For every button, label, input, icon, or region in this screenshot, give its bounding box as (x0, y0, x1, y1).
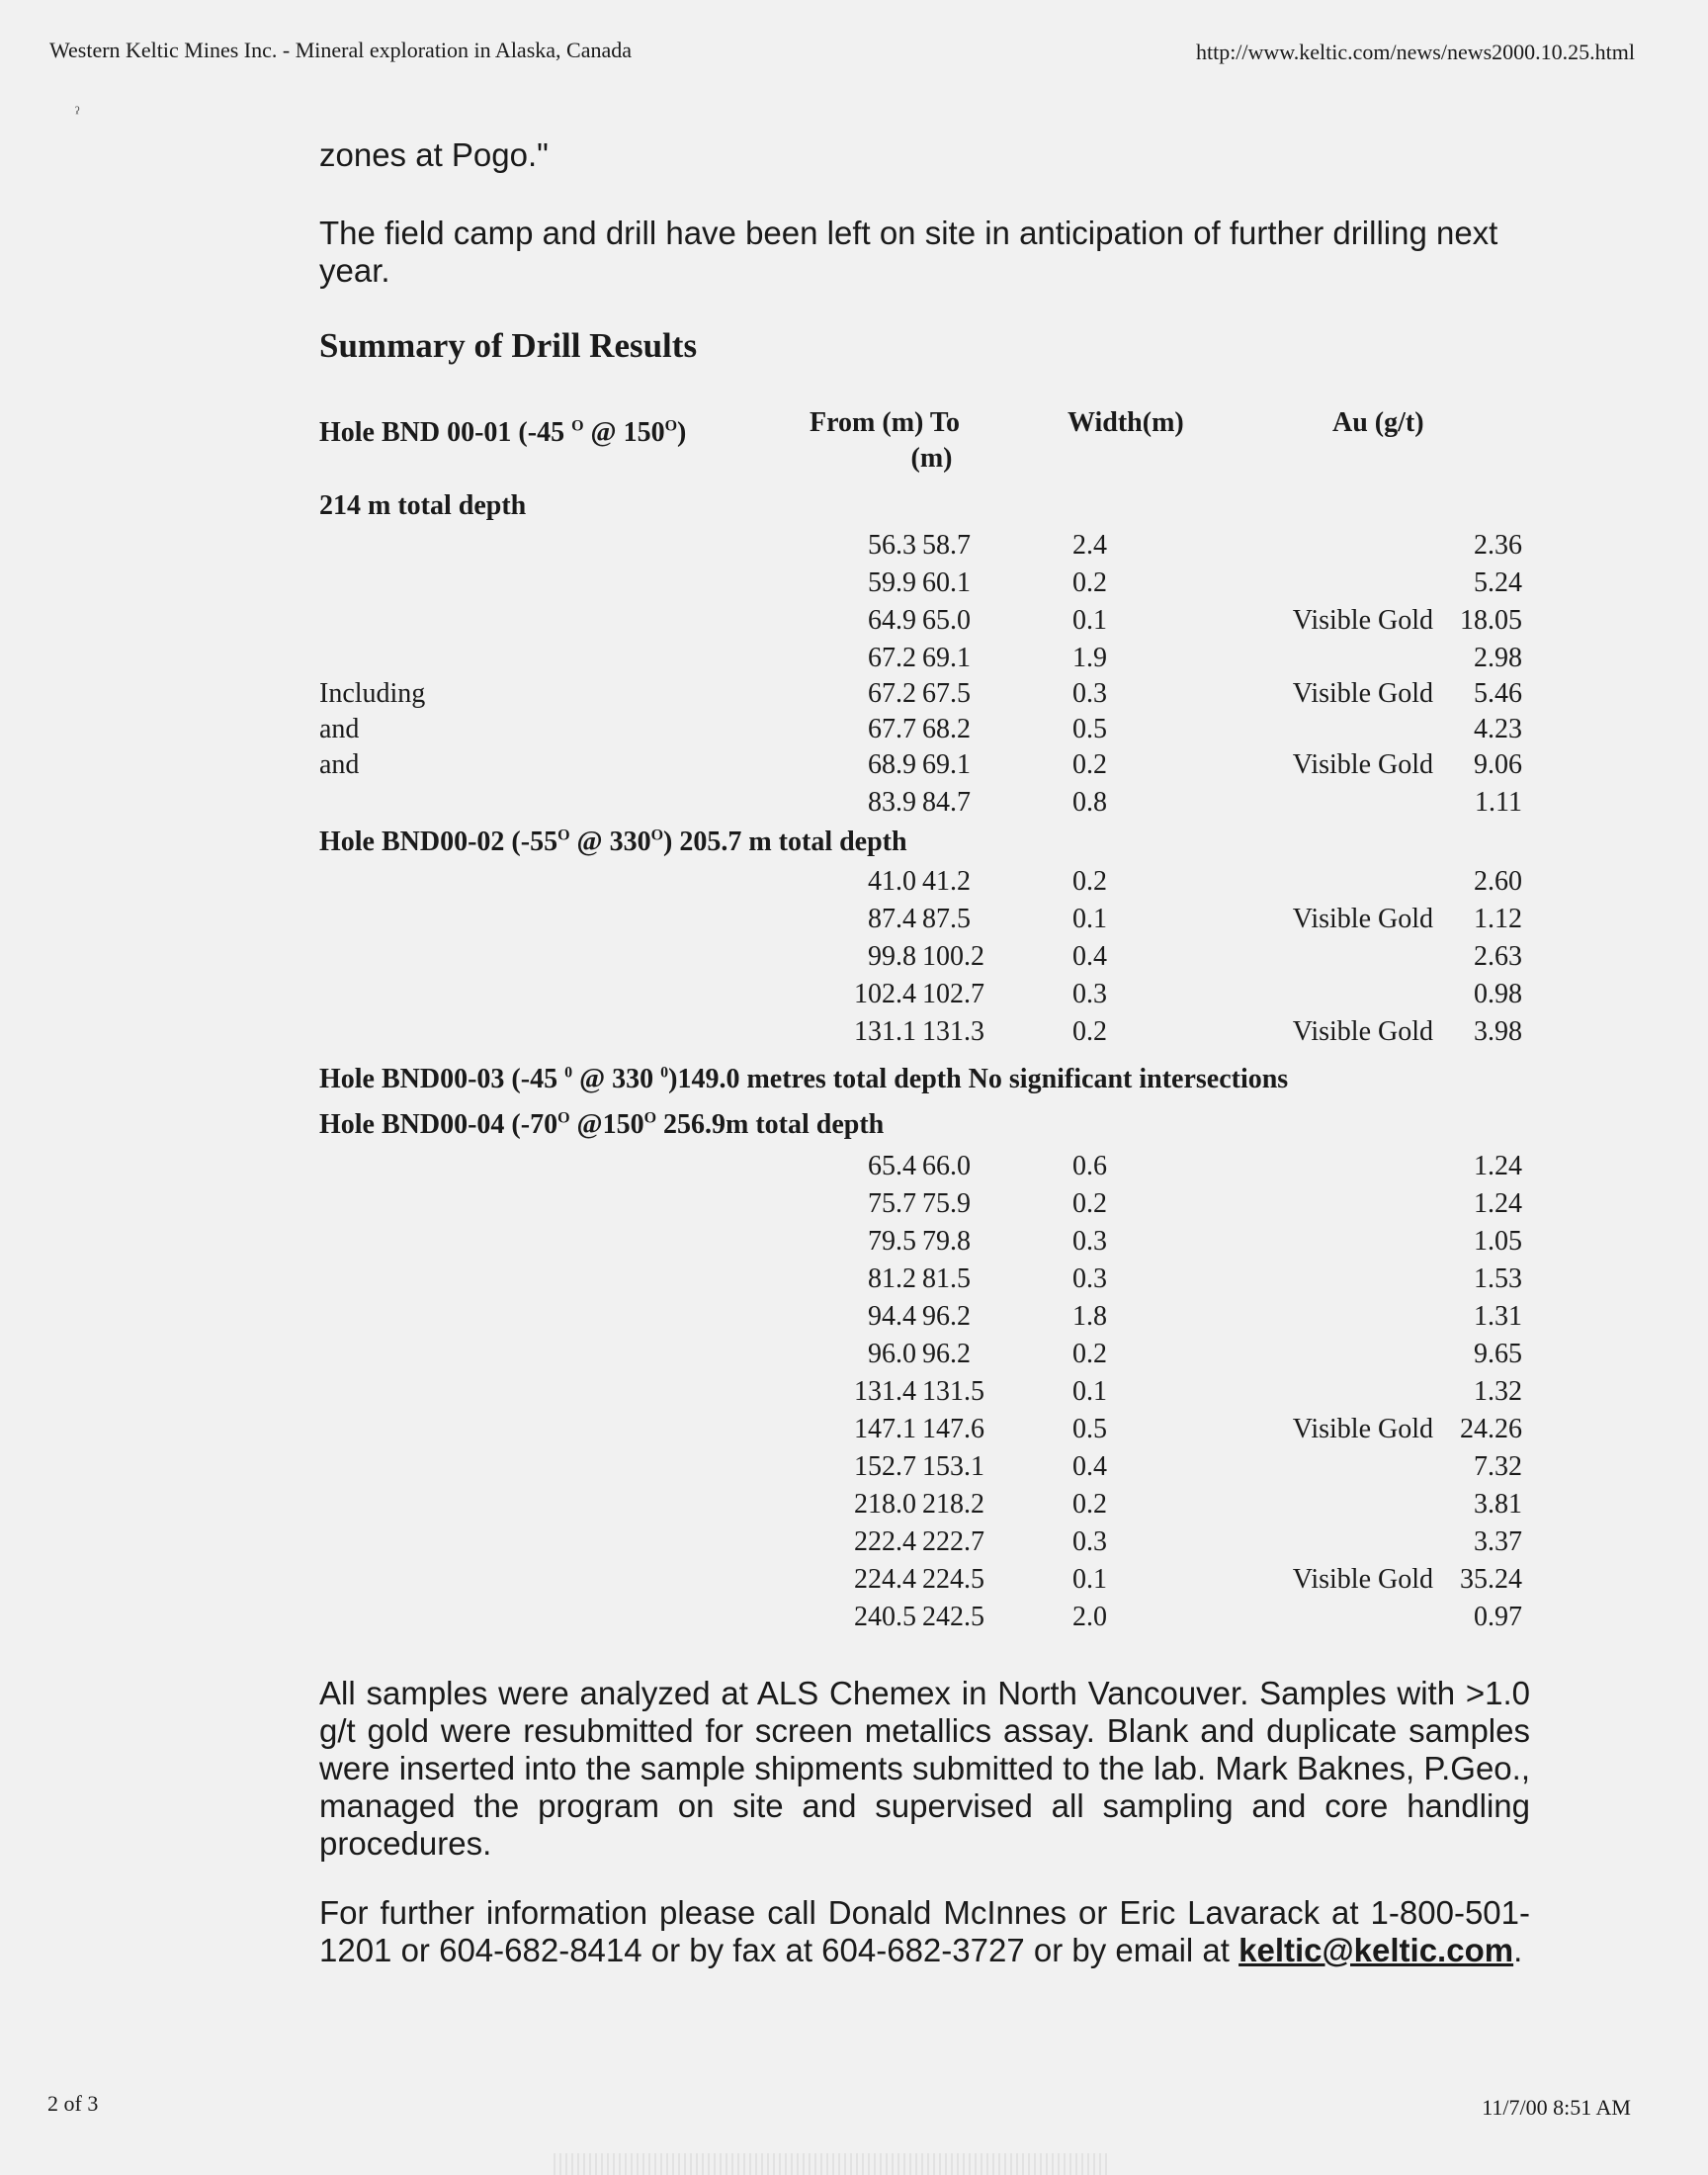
visible-gold-note: Visible Gold (1292, 904, 1433, 934)
au-value: 4.23 (1474, 714, 1522, 744)
column-header-from-to: From (m) To (m) (810, 407, 960, 474)
summary-heading: Summary of Drill Results (319, 326, 698, 365)
row-label: Including (319, 678, 426, 709)
intro-paragraph-2: The field camp and drill have been left on site in anticipation of further drilling next year. (319, 215, 1498, 289)
table-row (0, 866, 1708, 904)
print-timestamp: 11/7/00 8:51 AM (1482, 2095, 1631, 2120)
au-value: 24.26 (1460, 1414, 1522, 1444)
table-row (0, 749, 1708, 787)
hole-1-depth: 214 m total depth (319, 490, 527, 521)
column-header-width: Width(m) (1068, 407, 1184, 438)
column-header-au: Au (g/t) (1332, 407, 1424, 438)
to-value: 131.5 (922, 1376, 984, 1407)
au-value: 9.65 (1474, 1339, 1522, 1369)
au-value: 1.31 (1474, 1301, 1522, 1332)
from-value: 240.5 (854, 1602, 916, 1632)
visible-gold-note: Visible Gold (1292, 749, 1433, 780)
closing-paragraph-1: All samples were analyzed at ALS Chemex in North Vancouver. Samples with >1.0 g/t gold were resubmitted for screen metallics assay. Blank and duplicate samples were inserted into the sample shipments submitted to the lab. Mark Baknes, P.Geo., managed the program on site and supervised all sampling and core handling procedures. (319, 1675, 1530, 1862)
table-row (0, 1376, 1708, 1414)
width-value: 0.1 (1072, 1376, 1107, 1407)
au-value: 5.24 (1474, 567, 1522, 598)
width-value: 0.6 (1072, 1151, 1107, 1181)
au-value: 2.36 (1474, 530, 1522, 561)
from-value: 56.3 (868, 530, 916, 561)
table-row (0, 678, 1708, 716)
au-value: 3.98 (1474, 1016, 1522, 1047)
au-value: 1.32 (1474, 1376, 1522, 1407)
to-value: 79.8 (922, 1226, 971, 1257)
au-value: 2.98 (1474, 643, 1522, 673)
to-value: 96.2 (922, 1339, 971, 1369)
au-value: 1.12 (1474, 904, 1522, 934)
from-value: 67.7 (868, 714, 916, 744)
to-value: 96.2 (922, 1301, 971, 1332)
from-value: 102.4 (854, 979, 916, 1009)
width-value: 2.4 (1072, 530, 1107, 561)
from-value: 75.7 (868, 1188, 916, 1219)
table-row (0, 643, 1708, 680)
scan-mark: ˀ (75, 103, 80, 123)
from-value: 224.4 (854, 1564, 916, 1595)
to-value: 69.1 (922, 749, 971, 780)
au-value: 0.98 (1474, 979, 1522, 1009)
width-value: 0.1 (1072, 605, 1107, 636)
to-value: 153.1 (922, 1451, 984, 1482)
table-row (0, 787, 1708, 825)
table-row (0, 1263, 1708, 1301)
page-number: 2 of 3 (47, 2091, 99, 2116)
table-row (0, 904, 1708, 941)
au-value: 5.46 (1474, 678, 1522, 709)
au-value: 3.81 (1474, 1489, 1522, 1520)
width-value: 0.2 (1072, 1016, 1107, 1047)
width-value: 0.3 (1072, 979, 1107, 1009)
to-value: 224.5 (922, 1564, 984, 1595)
to-value: 69.1 (922, 643, 971, 673)
row-label: and (319, 714, 360, 744)
au-value: 2.63 (1474, 941, 1522, 972)
width-value: 0.2 (1072, 567, 1107, 598)
from-value: 64.9 (868, 605, 916, 636)
au-value: 9.06 (1474, 749, 1522, 780)
table-row (0, 1226, 1708, 1263)
table-row (0, 979, 1708, 1016)
table-row (0, 1151, 1708, 1188)
width-value: 0.2 (1072, 1489, 1107, 1520)
to-value: 41.2 (922, 866, 971, 897)
table-row (0, 1564, 1708, 1602)
width-value: 0.2 (1072, 1339, 1107, 1369)
to-value: 100.2 (922, 941, 984, 972)
table-row (0, 941, 1708, 979)
from-value: 222.4 (854, 1526, 916, 1557)
width-value: 0.3 (1072, 1526, 1107, 1557)
from-value: 65.4 (868, 1151, 916, 1181)
page-header-title: Western Keltic Mines Inc. - Mineral exploration in Alaska, Canada (49, 38, 632, 62)
width-value: 0.4 (1072, 1451, 1107, 1482)
to-value: 67.5 (922, 678, 971, 709)
table-row (0, 1016, 1708, 1054)
to-value: 68.2 (922, 714, 971, 744)
au-value: 1.53 (1474, 1263, 1522, 1294)
width-value: 0.2 (1072, 749, 1107, 780)
hole-4-title: Hole BND00-04 ($-70^O$ $@150^O$ 256.9m total depth (319, 1109, 885, 1140)
to-value: 58.7 (922, 530, 971, 561)
visible-gold-note: Visible Gold (1292, 678, 1433, 709)
table-row (0, 1339, 1708, 1376)
visible-gold-note: Visible Gold (1292, 1016, 1433, 1047)
table-row (0, 605, 1708, 643)
from-value: 83.9 (868, 787, 916, 818)
width-value: 0.2 (1072, 1188, 1107, 1219)
au-value: 7.32 (1474, 1451, 1522, 1482)
table-row (0, 1489, 1708, 1526)
to-value: 75.9 (922, 1188, 971, 1219)
to-value: 102.7 (922, 979, 984, 1009)
to-value: 65.0 (922, 605, 971, 636)
hole-3-title: Hole BND00-03 (-45 $^0$ @ 330 $^0$)149.0 metres total depth No significant intersections (319, 1064, 1289, 1094)
width-value: 0.1 (1072, 904, 1107, 934)
au-value: 18.05 (1460, 605, 1522, 636)
to-value: 131.3 (922, 1016, 984, 1047)
width-value: 0.2 (1072, 866, 1107, 897)
table-row (0, 1451, 1708, 1489)
au-value: 1.24 (1474, 1188, 1522, 1219)
from-value: 79.5 (868, 1226, 916, 1257)
au-value: 3.37 (1474, 1526, 1522, 1557)
table-row (0, 1414, 1708, 1451)
hole-2-title: Hole BND00-02 ($-55^O$ @ $330^O$) 205.7 m total depth (319, 826, 907, 857)
table-row (0, 530, 1708, 567)
width-value: 0.1 (1072, 1564, 1107, 1595)
to-value: 84.7 (922, 787, 971, 818)
to-value: 81.5 (922, 1263, 971, 1294)
closing-paragraph-2: For further information please call Donald McInnes or Eric Lavarack at 1-800-501-1201 or 604-682-8414 or by fax at 604-682-3727 or by email at keltic@keltic.com. (319, 1894, 1530, 1968)
width-value: 0.5 (1072, 1414, 1107, 1444)
intro-paragraph-1: zones at Pogo." (319, 136, 549, 173)
from-value: 99.8 (868, 941, 916, 972)
width-value: 0.5 (1072, 714, 1107, 744)
from-value: 67.2 (868, 643, 916, 673)
table-row (0, 567, 1708, 605)
width-value: 0.4 (1072, 941, 1107, 972)
to-value: 147.6 (922, 1414, 984, 1444)
visible-gold-note: Visible Gold (1292, 605, 1433, 636)
table-row (0, 1526, 1708, 1564)
from-value: 41.0 (868, 866, 916, 897)
scan-artifact (554, 2153, 1107, 2175)
from-value: 94.4 (868, 1301, 916, 1332)
page-header-url: http://www.keltic.com/news/news2000.10.25.html (1195, 40, 1635, 64)
table-row (0, 714, 1708, 751)
to-value: 87.5 (922, 904, 971, 934)
hole-1-title: Hole BND 00-01 (-45 $^O$ @ $150^O$) (319, 417, 687, 448)
visible-gold-note: Visible Gold (1292, 1414, 1433, 1444)
to-value: 242.5 (922, 1602, 984, 1632)
au-value: 2.60 (1474, 866, 1522, 897)
from-value: 67.2 (868, 678, 916, 709)
row-label: and (319, 749, 360, 780)
from-value: 152.7 (854, 1451, 916, 1482)
from-value: 131.1 (854, 1016, 916, 1047)
from-value: 147.1 (854, 1414, 916, 1444)
au-value: 1.24 (1474, 1151, 1522, 1181)
width-value: 0.3 (1072, 1263, 1107, 1294)
au-value: 35.24 (1460, 1564, 1522, 1595)
from-value: 218.0 (854, 1489, 916, 1520)
width-value: 2.0 (1072, 1602, 1107, 1632)
visible-gold-note: Visible Gold (1292, 1564, 1433, 1595)
au-value: 1.05 (1474, 1226, 1522, 1257)
width-value: 0.3 (1072, 1226, 1107, 1257)
width-value: 0.8 (1072, 787, 1107, 818)
width-value: 0.3 (1072, 678, 1107, 709)
to-value: 218.2 (922, 1489, 984, 1520)
from-value: 96.0 (868, 1339, 916, 1369)
table-row (0, 1188, 1708, 1226)
to-value: 66.0 (922, 1151, 971, 1181)
au-value: 1.11 (1475, 787, 1522, 818)
from-value: 87.4 (868, 904, 916, 934)
table-row (0, 1602, 1708, 1639)
table-row (0, 1301, 1708, 1339)
from-value: 68.9 (868, 749, 916, 780)
email-link[interactable]: keltic@keltic.com (1238, 1932, 1514, 1968)
width-value: 1.8 (1072, 1301, 1107, 1332)
from-value: 81.2 (868, 1263, 916, 1294)
to-value: 222.7 (922, 1526, 984, 1557)
width-value: 1.9 (1072, 643, 1107, 673)
from-value: 131.4 (854, 1376, 916, 1407)
from-value: 59.9 (868, 567, 916, 598)
to-value: 60.1 (922, 567, 971, 598)
au-value: 0.97 (1474, 1602, 1522, 1632)
